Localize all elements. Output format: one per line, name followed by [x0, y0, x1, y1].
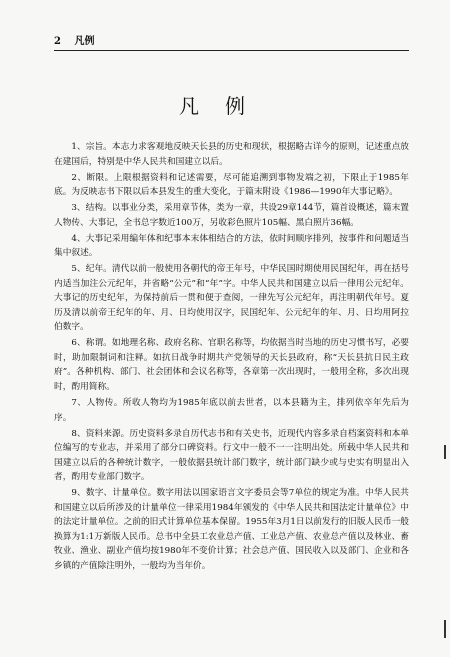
page-title: 凡例	[179, 94, 271, 118]
body-text	[54, 140, 409, 575]
header-section-title: 凡例	[74, 36, 95, 47]
paragraph-5: 5、纪年。清代以前一般使用各朝代的帝王年号，中华民国时期使用民国纪年，再在括号内适当加注公元纪年，并省略“公元”和“年”字。中华人民共和国建立以后一律用公元纪年。大事记的历史纪年，为保持前后一贯和便于查阅，一律先写公元纪年，再注明朝代年号。夏历及清以前帝王纪年的年、月、日均使用汉字，民国纪年、公元纪年的年、月、日均用阿拉伯数字。	[54, 264, 409, 333]
paragraph-1: 1、宗旨。本志力求客观地反映天长县的历史和现状，根据略古详今的原则，记述重点放在建国后，特别是中华人民共和国建立以后。	[54, 142, 409, 167]
scan-edge-mark	[444, 620, 446, 638]
scan-edge-mark	[444, 445, 446, 459]
page-number: 2	[54, 36, 61, 47]
paragraph-6: 6、称谓。如地理名称、政府名称、官职名称等，均依据当时当地的历史习惯书写，必要时，助加限制词和注释。如抗日战争时期共产党领导的天长县政府，称“天长县抗日民主政府”。各种机构、部门、社会团体和会议名称等，各章第一次出现时，一般用全称，多次出现时，酌用简称。	[54, 338, 409, 392]
paragraph-3: 3、结构。以事业分类，采用章节体，类为一章，共设29章144节，篇首设概述，篇末置人物传、大事记，全书总字数近100万，另收彩色照片105幅、黑白照片36幅。	[54, 203, 409, 228]
paragraph-4: 4、大事记采用编年体和纪事本末体相结合的方法，依时间顺序排列，按事件和问题适当集中叙述。	[54, 233, 409, 259]
paragraph-8: 8、资料来源。历史资料多录自历代志书和有关史书，近现代内容多录自档案资料和本单位编写的专业志，并采用了部分口碑资料。行文中一般不一一注明出处。所载中华人民共和国建立以后的各种统计数字，一般依据县统计部门数字，统计部门缺少或与史实有明显出入者，酌用专业部门数字。	[54, 428, 409, 483]
paragraph-7: 7、人物传。所收人物均为1985年底以前去世者，以本县籍为主，排列依卒年先后为序。	[54, 398, 409, 423]
running-header	[54, 36, 409, 51]
paragraph-2: 2、断限。上限根据资料和记述需要，尽可能追溯到事物发端之初，下限止于1985年底。为反映志书下限以后本县发生的重大变化，于篇末附设《1986—1990年大事记略》。	[54, 172, 409, 198]
paragraph-9: 9、数字、计量单位。数字用法以国家语言文字委员会等7单位的规定为准。中华人民共和国建立以后所涉及的计量单位一律采用1984年颁发的《中华人民共和国法定计量单位》中的法定计量单位。之前的旧式计算单位基本保留。1955年3月1日以前发行的旧版人民币一般换算为1:1万新版人民币。总书中全县工农业总产值、工业总产值、农业总产值以及林业、畜牧业、渔业、副业产值均按1980年不变价计算；社会总产值、国民收入以及部门、企业和各乡镇的产值除注明外，一般均为当年价。	[54, 488, 409, 571]
